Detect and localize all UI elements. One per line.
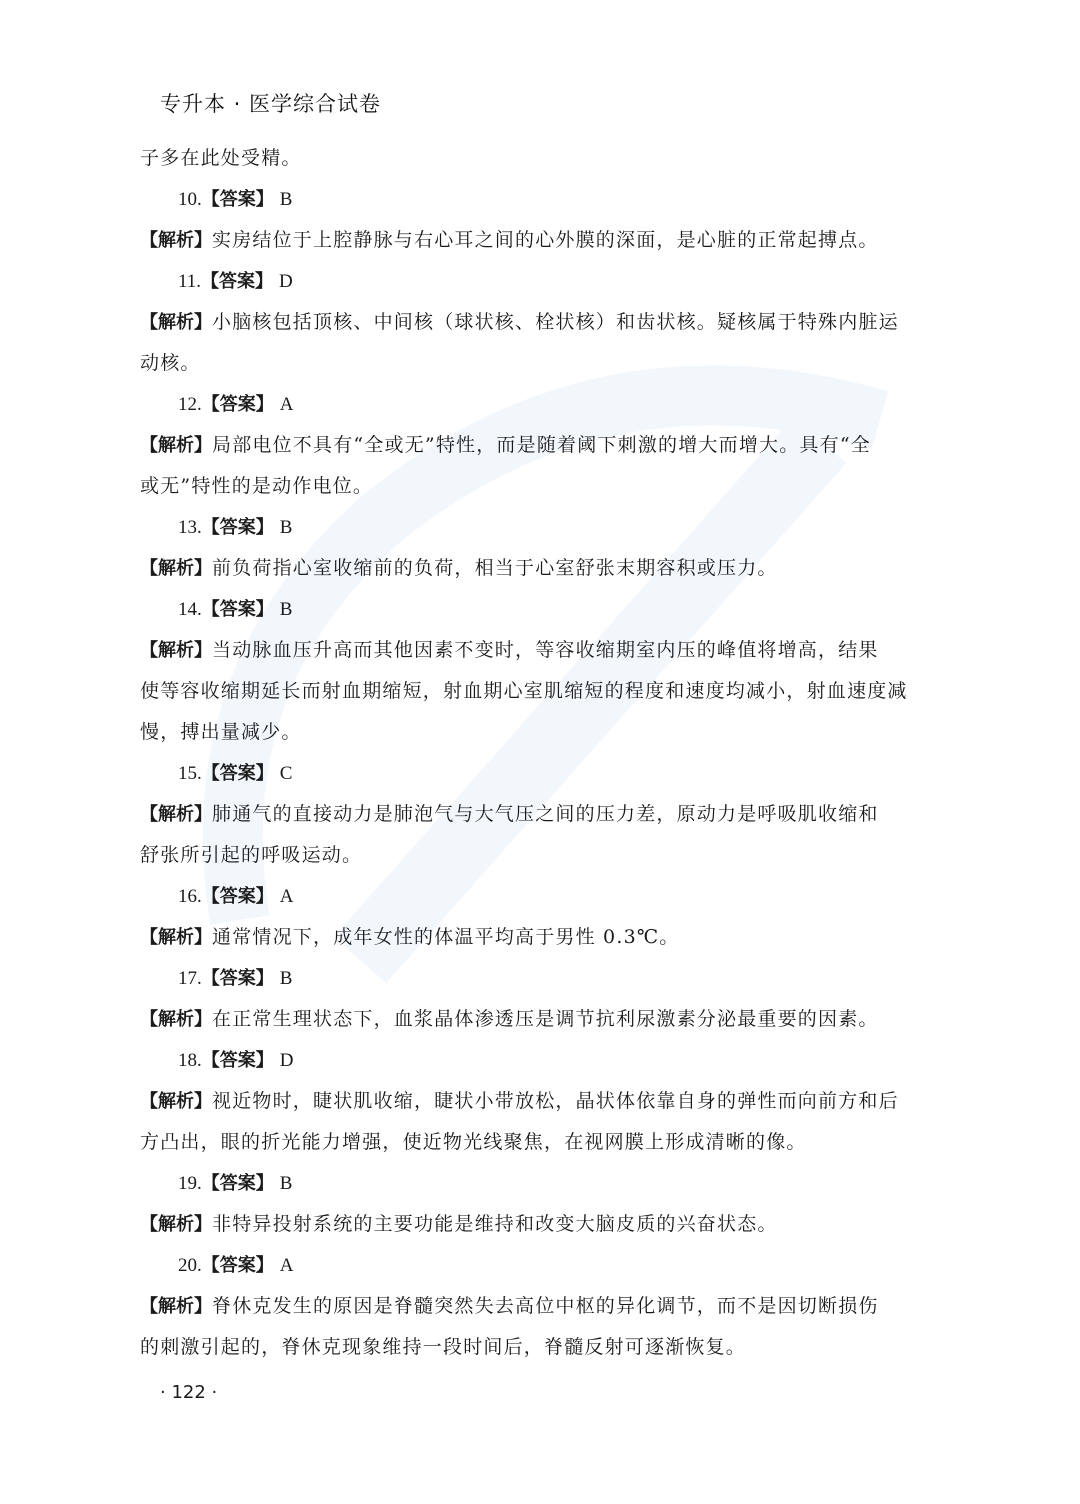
analysis-text: 小脑核包括顶核、中间核（球状核、栓状核）和齿状核。疑核属于特殊内脏运 xyxy=(212,311,899,333)
analysis-tag: 【解析】 xyxy=(140,558,212,579)
analysis-line xyxy=(140,425,942,466)
analysis-text: 肺通气的直接动力是肺泡气与大气压之间的压力差，原动力是呼吸肌收缩和 xyxy=(212,803,879,825)
answer-tag: 【答案】 xyxy=(201,1050,274,1071)
answer-tag: 【答案】 xyxy=(201,394,274,415)
analysis-line: 慢，搏出量减少。 xyxy=(140,721,302,743)
analysis-text: 脊休克发生的原因是脊髓突然失去高位中枢的异化调节，而不是因切断损伤 xyxy=(212,1295,879,1317)
analysis-tag: 【解析】 xyxy=(140,1214,212,1235)
answer-tag: 【答案】 xyxy=(201,271,274,292)
answer-content xyxy=(140,138,942,1368)
page-header-title: 专升本 · 医学综合试卷 xyxy=(160,92,382,116)
analysis-tag: 【解析】 xyxy=(140,312,212,333)
analysis-line: 或无”特性的是动作电位。 xyxy=(140,475,374,497)
answer-line xyxy=(140,384,942,425)
question-number: 13. xyxy=(178,517,202,538)
answer-line xyxy=(140,958,942,999)
analysis-line: 方凸出，眼的折光能力增强，使近物光线聚焦，在视网膜上形成清晰的像。 xyxy=(140,1131,807,1153)
answer-tag: 【答案】 xyxy=(201,1255,274,1276)
analysis-text: 通常情况下，成年女性的体温平均高于男性 0.3℃。 xyxy=(212,926,680,948)
analysis-line xyxy=(140,548,942,589)
answer-value: B xyxy=(279,968,294,989)
analysis-line: 动核。 xyxy=(140,352,201,374)
analysis-text: 当动脉血压升高而其他因素不变时，等容收缩期室内压的峰值将增高，结果 xyxy=(212,639,879,661)
analysis-text: 视近物时，睫状肌收缩，睫状小带放松，晶状体依靠自身的弹性而向前方和后 xyxy=(212,1090,899,1112)
analysis-text: 在正常生理状态下，血浆晶体渗透压是调节抗利尿激素分泌最重要的因素。 xyxy=(212,1008,879,1030)
analysis-tag: 【解析】 xyxy=(140,927,212,948)
analysis-line xyxy=(140,1286,942,1327)
answer-value: A xyxy=(279,1255,295,1276)
analysis-line xyxy=(140,1204,942,1245)
answer-tag: 【答案】 xyxy=(201,599,274,620)
answer-value: B xyxy=(279,517,294,538)
question-number: 10. xyxy=(178,189,202,210)
analysis-line: 使等容收缩期延长而射血期缩短，射血期心室肌缩短的程度和速度均减小，射血速度减 xyxy=(140,680,908,702)
analysis-tag: 【解析】 xyxy=(140,640,212,661)
answer-value: A xyxy=(279,394,295,415)
answer-tag: 【答案】 xyxy=(201,517,274,538)
answer-tag: 【答案】 xyxy=(201,189,274,210)
analysis-text: 局部电位不具有“全或无”特性，而是随着阈下刺激的增大而增大。具有“全 xyxy=(212,434,871,456)
answer-line xyxy=(140,589,942,630)
answer-line xyxy=(140,1040,942,1081)
question-number: 17. xyxy=(178,968,202,989)
answer-tag: 【答案】 xyxy=(201,1173,274,1194)
question-number: 20. xyxy=(178,1255,202,1276)
answer-line xyxy=(140,261,942,302)
question-number: 12. xyxy=(178,394,202,415)
question-number: 16. xyxy=(178,886,202,907)
analysis-line xyxy=(140,999,942,1040)
analysis-text: 非特异投射系统的主要功能是维持和改变大脑皮质的兴奋状态。 xyxy=(212,1213,778,1235)
answer-value: D xyxy=(279,271,294,292)
analysis-line xyxy=(140,630,942,671)
answer-value: B xyxy=(279,189,294,210)
answer-line xyxy=(140,753,942,794)
answer-line xyxy=(140,179,942,220)
analysis-line xyxy=(140,1081,942,1122)
analysis-line xyxy=(140,917,942,958)
answer-value: B xyxy=(279,1173,294,1194)
page-number: · 122 · xyxy=(160,1382,218,1403)
answer-line xyxy=(140,507,942,548)
question-number: 19. xyxy=(178,1173,202,1194)
answer-tag: 【答案】 xyxy=(201,968,274,989)
answer-line xyxy=(140,1245,942,1286)
analysis-tag: 【解析】 xyxy=(140,804,212,825)
analysis-line: 舒张所引起的呼吸运动。 xyxy=(140,844,363,866)
analysis-line xyxy=(140,794,942,835)
question-number: 14. xyxy=(178,599,202,620)
analysis-text: 实房结位于上腔静脉与右心耳之间的心外膜的深面，是心脏的正常起搏点。 xyxy=(212,229,879,251)
answer-tag: 【答案】 xyxy=(201,886,274,907)
question-number: 18. xyxy=(178,1050,202,1071)
analysis-line xyxy=(140,302,942,343)
question-number: 11. xyxy=(178,271,202,292)
answer-tag: 【答案】 xyxy=(201,763,274,784)
analysis-tag: 【解析】 xyxy=(140,1091,212,1112)
answer-line xyxy=(140,876,942,917)
answer-value: C xyxy=(279,763,294,784)
lead-text: 子多在此处受精。 xyxy=(140,147,302,169)
answer-value: A xyxy=(279,886,295,907)
analysis-line: 的刺激引起的，脊休克现象维持一段时间后，脊髓反射可逐渐恢复。 xyxy=(140,1336,747,1358)
analysis-line xyxy=(140,220,942,261)
analysis-tag: 【解析】 xyxy=(140,230,212,251)
answer-value: B xyxy=(279,599,294,620)
answer-line xyxy=(140,1163,942,1204)
analysis-tag: 【解析】 xyxy=(140,1009,212,1030)
question-number: 15. xyxy=(178,763,202,784)
analysis-text: 前负荷指心室收缩前的负荷，相当于心室舒张末期容积或压力。 xyxy=(212,557,778,579)
answer-value: D xyxy=(279,1050,295,1071)
analysis-tag: 【解析】 xyxy=(140,1296,212,1317)
analysis-tag: 【解析】 xyxy=(140,435,212,456)
